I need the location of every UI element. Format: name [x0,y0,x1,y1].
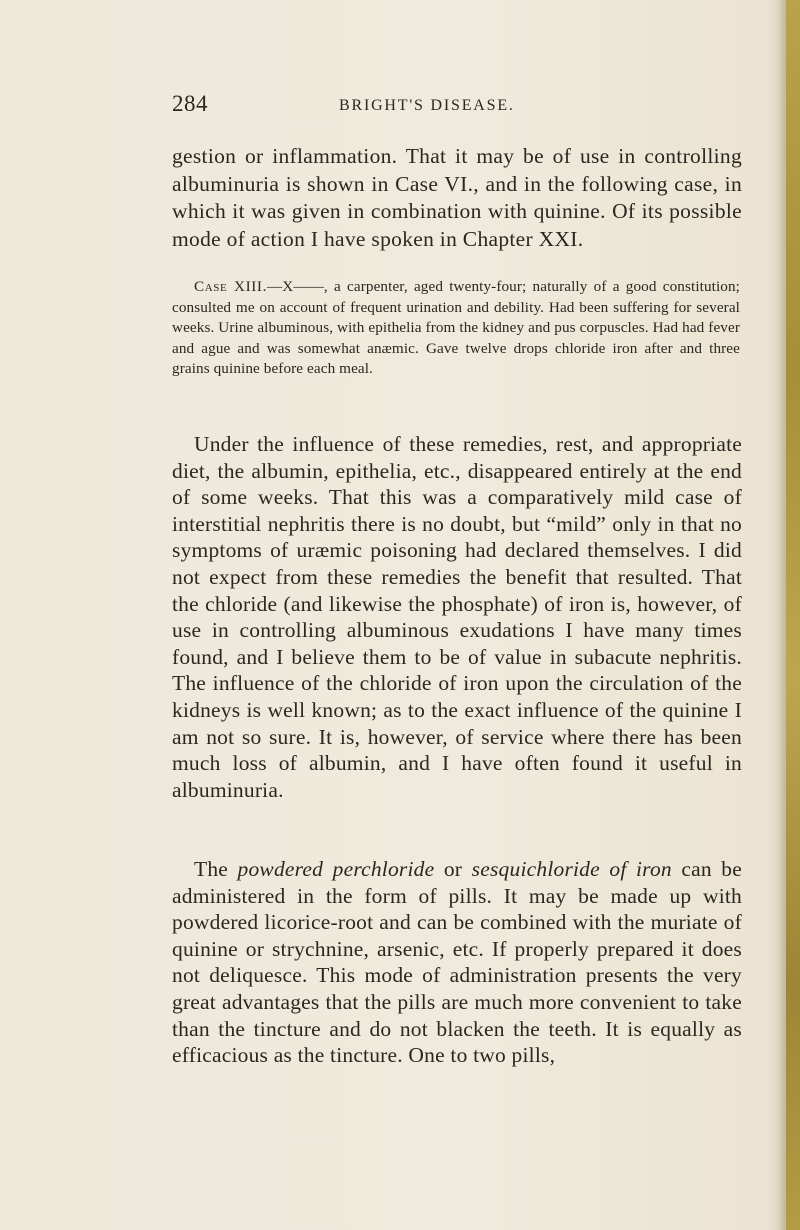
term-sesquichloride: sesquichloride of iron [471,857,672,881]
term-powdered-perchloride: powdered perchloride [237,857,435,881]
case-note [172,277,740,380]
case-note-text: —X——, a carpenter, aged twenty-four; naturally of a good constitution; consulted me on account of frequent urination and debility. Had been suffering for several weeks. Urine albuminous, with epithelia from the kidney and pus corpuscles. Had had fever and ague and was somewhat anæmic. Gave twelve drops chloride iron after and three grains quinine before each meal. [172,278,740,377]
page-gutter-shadow [778,0,786,1230]
case-label: Case XIII. [194,278,267,295]
p3-rest: can be administered in the form of pills. It may be made up with powdered licorice-root and can be combined with the muriate of quinine or strychnine, arsenic, etc. If properly prepared it does not deliquesce. This mode of administration presents the very great advantages that the pills are much more convenient to take than the tincture and do not blacken the teeth. It is equally as efficacious as the tincture. One to two pills, [172,857,742,1068]
paragraph-under-influence: Under the influence of these remedies, rest, and appropriate diet, the albumin, epithelia, etc., disappeared entirely at the end of some weeks. That this was a comparatively mild case of interstitial nephritis there is no doubt, but “mild” only in that no symptoms of uræmic poisoning had declared themselves. I did not expect from these remedies the benefit that resulted. That the chloride (and likewise the phosphate) of iron is, however, of use in controlling albuminous exudations I have many times found, and I believe them to be of value in subacute nephritis. The influence of the chloride of iron upon the circulation of the kidneys is well known; as to the exact influence of the quinine I am not so sure. It is, however, of service where there has been much loss of albumin, and I have often found it useful in albuminuria. [172,432,742,802]
p3-or: or [434,857,472,881]
paragraph-continued: gestion or inflammation. That it may be of use in controlling albuminuria is shown in Case VI., and in the following case, in which it was given in combination with quinine. Of its possible mode of action I have spoken in Chapter XXI. [172,144,742,251]
paragraph-powdered-perchloride [172,856,742,1069]
page-number: 284 [172,91,208,116]
p3-intro: The [194,857,238,881]
running-head: BRIGHT'S DISEASE. [339,97,515,114]
page-header [172,91,732,119]
page-edge [786,0,800,1230]
